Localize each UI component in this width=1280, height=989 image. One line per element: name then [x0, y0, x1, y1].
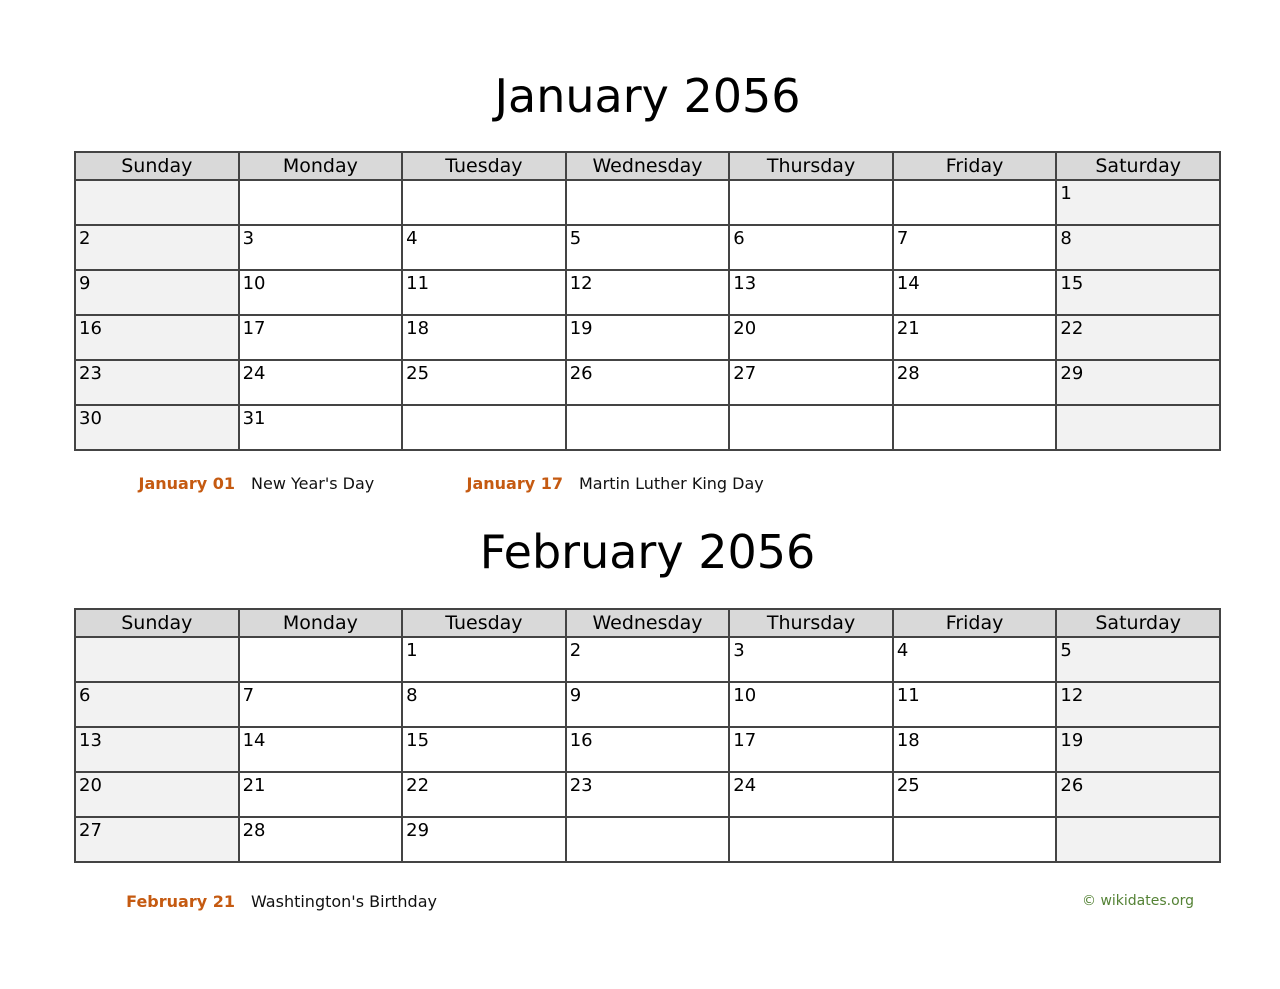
weekday-header: Monday [239, 609, 403, 637]
day-cell [402, 405, 566, 450]
day-cell: 2 [75, 225, 239, 270]
day-cell: 27 [75, 817, 239, 862]
day-cell: 31 [239, 405, 403, 450]
week-row [75, 225, 1220, 270]
day-cell [1056, 817, 1220, 862]
day-cell: 14 [893, 270, 1057, 315]
day-cell [566, 180, 730, 225]
day-cell: 17 [239, 315, 403, 360]
weekday-header: Wednesday [566, 609, 730, 637]
day-cell: 2 [566, 637, 730, 682]
day-cell: 21 [239, 772, 403, 817]
month-title-february: February 2056 [479, 525, 816, 579]
day-cell: 1 [402, 637, 566, 682]
day-cell: 26 [1056, 772, 1220, 817]
day-cell: 21 [893, 315, 1057, 360]
day-cell: 8 [402, 682, 566, 727]
weekday-header: Sunday [75, 152, 239, 180]
day-cell: 12 [1056, 682, 1220, 727]
day-cell [1056, 405, 1220, 450]
day-cell: 11 [402, 270, 566, 315]
day-cell: 18 [402, 315, 566, 360]
day-cell: 6 [75, 682, 239, 727]
week-row [75, 772, 1220, 817]
week-row [75, 727, 1220, 772]
day-cell: 20 [729, 315, 893, 360]
day-cell [566, 405, 730, 450]
holiday-name: Washtington's Birthday [251, 892, 437, 911]
day-cell: 14 [239, 727, 403, 772]
day-cell: 13 [729, 270, 893, 315]
day-cell [729, 180, 893, 225]
day-cell: 24 [729, 772, 893, 817]
day-cell: 18 [893, 727, 1057, 772]
weekday-header: Thursday [729, 609, 893, 637]
day-cell: 25 [402, 360, 566, 405]
holiday-name: Martin Luther King Day [579, 474, 764, 493]
day-cell: 10 [729, 682, 893, 727]
day-cell: 15 [402, 727, 566, 772]
day-cell: 24 [239, 360, 403, 405]
day-cell [239, 180, 403, 225]
day-cell [893, 180, 1057, 225]
weekday-header: Monday [239, 152, 403, 180]
weekday-header: Saturday [1056, 152, 1220, 180]
day-cell [893, 817, 1057, 862]
day-cell: 3 [239, 225, 403, 270]
week-row [75, 682, 1220, 727]
day-cell [402, 180, 566, 225]
week-row [75, 360, 1220, 405]
weekday-header: Tuesday [402, 152, 566, 180]
day-cell: 16 [75, 315, 239, 360]
weekday-header: Friday [893, 609, 1057, 637]
day-cell: 17 [729, 727, 893, 772]
credit-link[interactable]: © wikidates.org [1082, 893, 1195, 909]
day-cell [729, 405, 893, 450]
week-row [75, 405, 1220, 450]
holiday-name: New Year's Day [251, 474, 375, 493]
day-cell [566, 817, 730, 862]
day-cell: 7 [239, 682, 403, 727]
day-cell: 29 [402, 817, 566, 862]
week-row [75, 180, 1220, 225]
day-cell: 12 [566, 270, 730, 315]
weekday-header-row [75, 152, 1220, 180]
holiday-entry [74, 892, 437, 911]
weekday-header: Saturday [1056, 609, 1220, 637]
day-cell: 1 [1056, 180, 1220, 225]
day-cell: 16 [566, 727, 730, 772]
day-cell [239, 637, 403, 682]
day-cell: 28 [893, 360, 1057, 405]
day-cell: 23 [566, 772, 730, 817]
month-title-january: January 2056 [494, 69, 801, 123]
week-row [75, 315, 1220, 360]
day-cell: 9 [566, 682, 730, 727]
day-cell: 20 [75, 772, 239, 817]
day-cell: 7 [893, 225, 1057, 270]
day-cell: 23 [75, 360, 239, 405]
week-row [75, 637, 1220, 682]
day-cell: 30 [75, 405, 239, 450]
holiday-date: February 21 [126, 892, 235, 911]
day-cell: 28 [239, 817, 403, 862]
day-cell: 22 [402, 772, 566, 817]
day-cell: 8 [1056, 225, 1220, 270]
day-cell [75, 180, 239, 225]
day-cell: 10 [239, 270, 403, 315]
day-cell [729, 817, 893, 862]
weekday-header: Friday [893, 152, 1057, 180]
day-cell: 29 [1056, 360, 1220, 405]
weekday-header: Wednesday [566, 152, 730, 180]
day-cell: 19 [566, 315, 730, 360]
day-cell: 9 [75, 270, 239, 315]
day-cell: 26 [566, 360, 730, 405]
day-cell: 13 [75, 727, 239, 772]
weekday-header: Thursday [729, 152, 893, 180]
day-cell: 22 [1056, 315, 1220, 360]
day-cell [75, 637, 239, 682]
day-cell: 25 [893, 772, 1057, 817]
day-cell: 11 [893, 682, 1057, 727]
holiday-entry [74, 474, 374, 493]
day-cell: 5 [1056, 637, 1220, 682]
day-cell: 3 [729, 637, 893, 682]
day-cell: 6 [729, 225, 893, 270]
day-cell: 4 [402, 225, 566, 270]
weekday-header: Tuesday [402, 609, 566, 637]
weekday-header-row [75, 609, 1220, 637]
holiday-date: January 01 [138, 474, 235, 493]
holiday-date: January 17 [466, 474, 563, 493]
day-cell: 27 [729, 360, 893, 405]
day-cell: 4 [893, 637, 1057, 682]
week-row [75, 817, 1220, 862]
calendar-grid-january [74, 151, 1221, 451]
day-cell: 19 [1056, 727, 1220, 772]
calendar-grid-february [74, 608, 1221, 863]
day-cell: 15 [1056, 270, 1220, 315]
weekday-header: Sunday [75, 609, 239, 637]
day-cell [893, 405, 1057, 450]
day-cell: 5 [566, 225, 730, 270]
week-row [75, 270, 1220, 315]
holiday-entry [402, 474, 764, 493]
